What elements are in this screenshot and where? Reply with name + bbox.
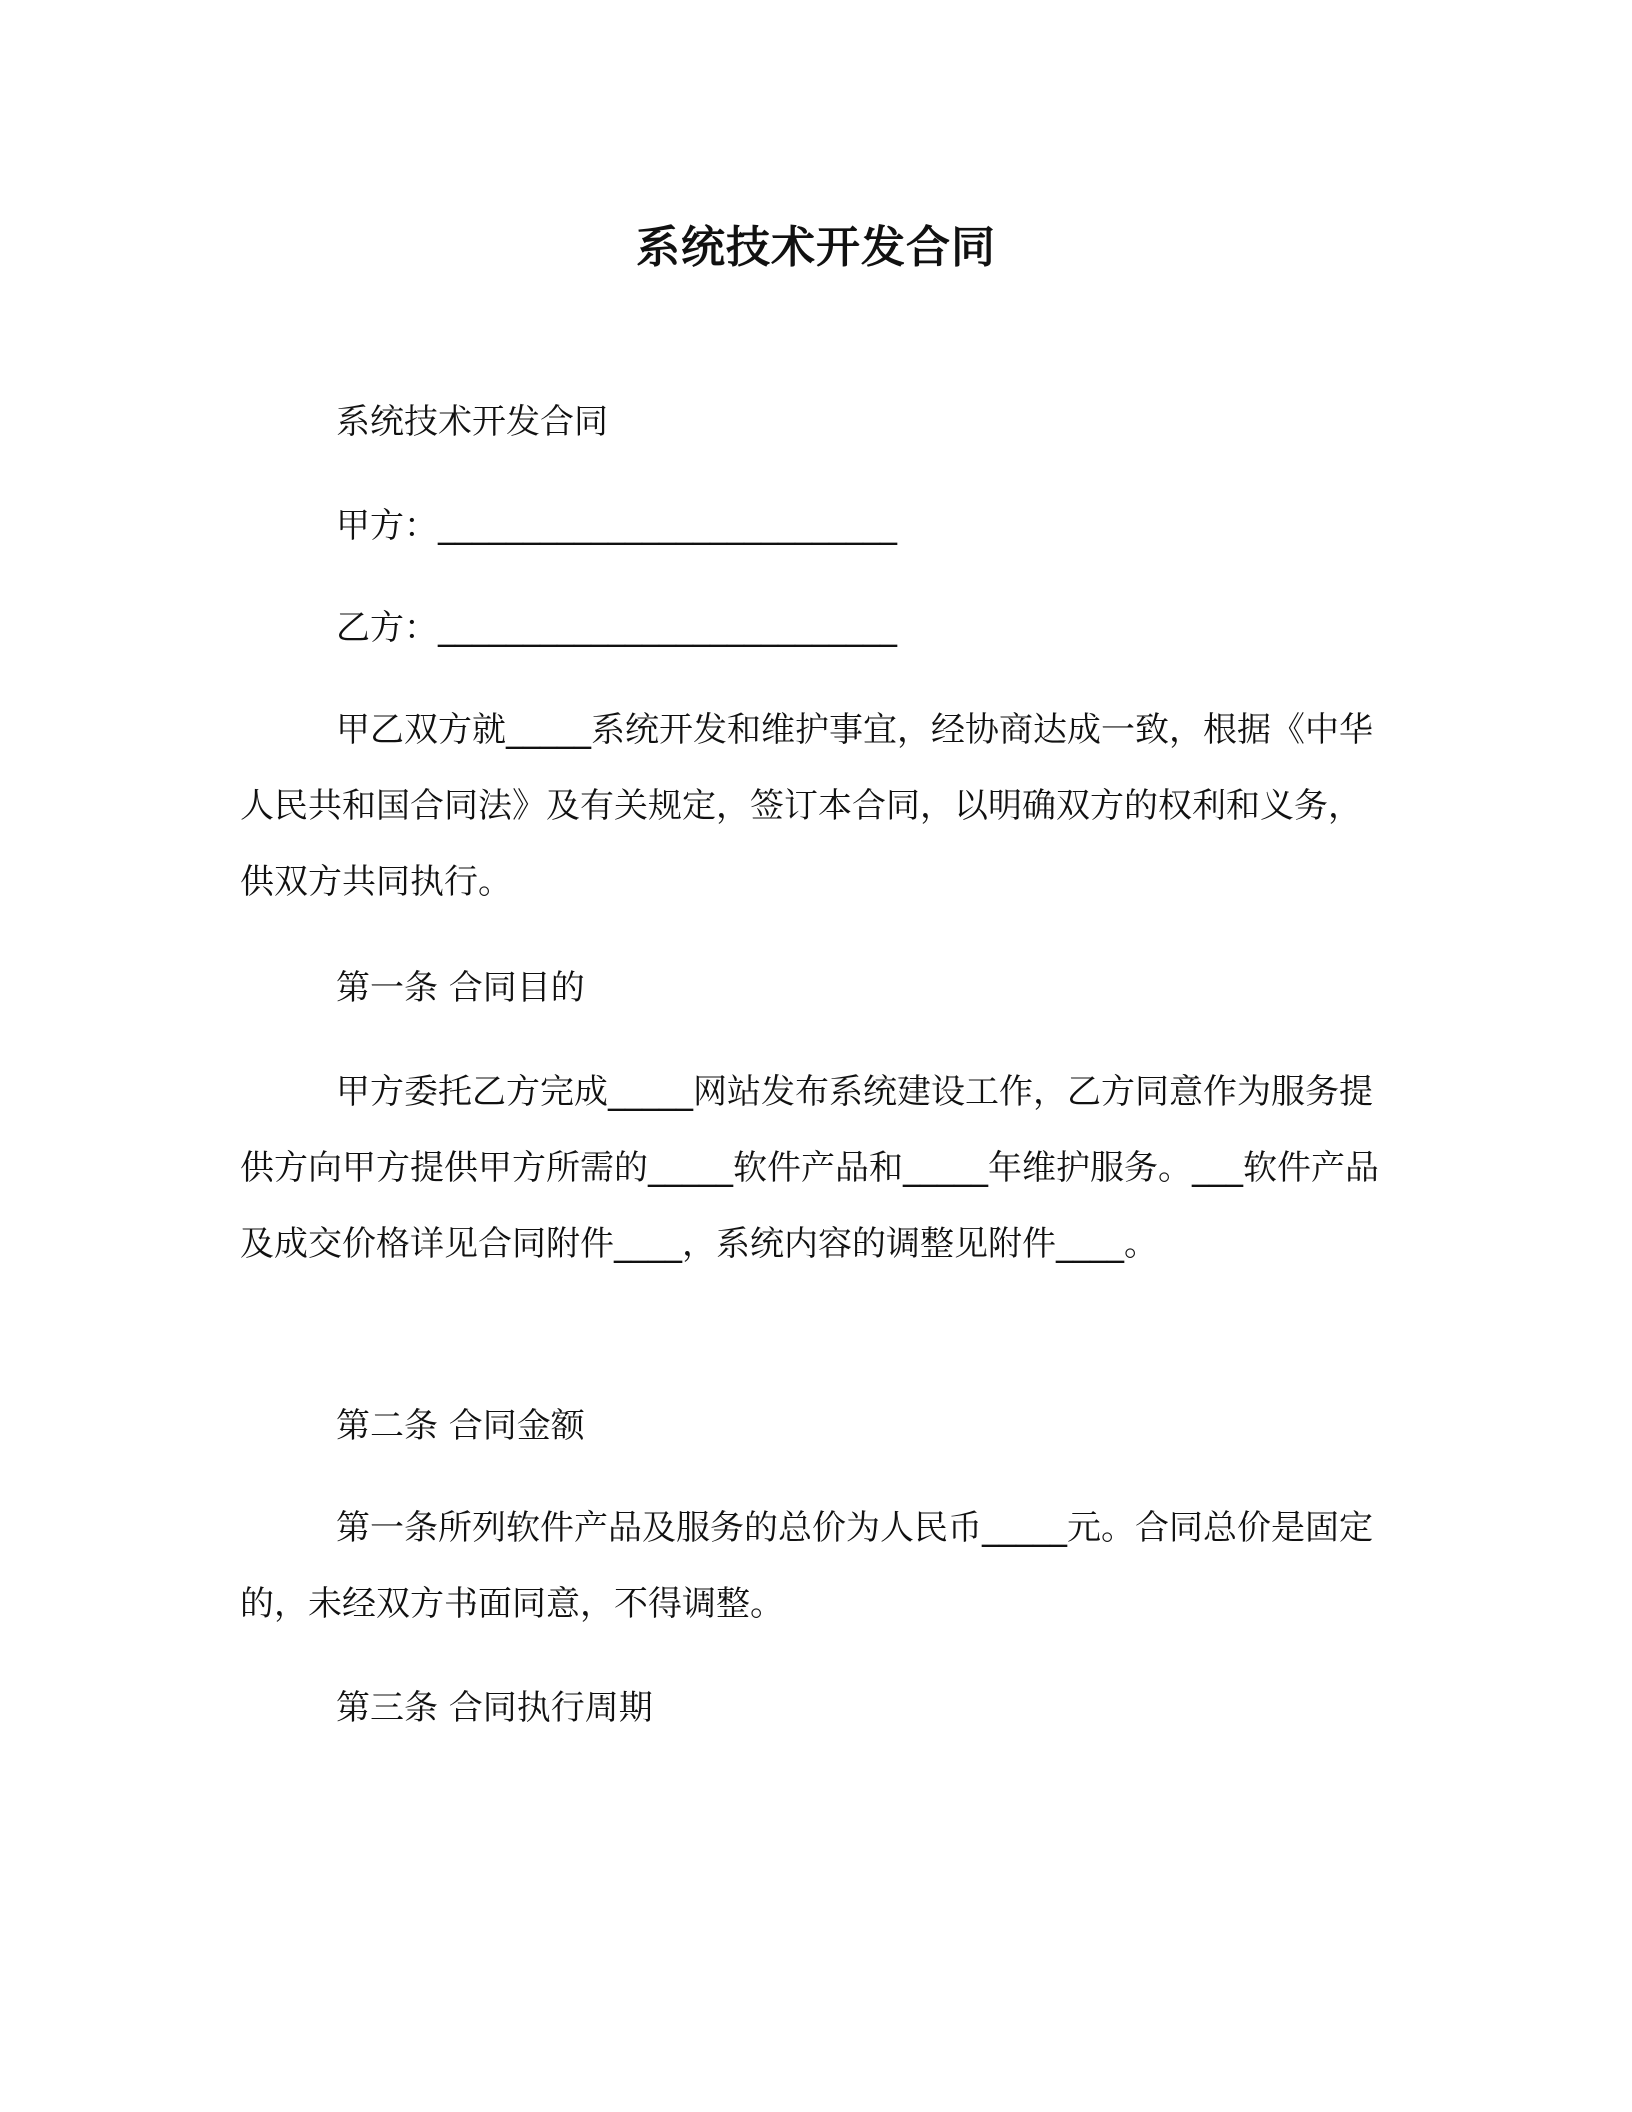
article3-heading: 第三条 合同执行周期 [336,1688,653,1728]
article1-body: 甲方委托乙方完成_____网站发布系统建设工作，乙方同意作为服务提供方向甲方提供甲方所需的_____软件产品和_____年维护服务。___软件产品及成交价格详见合同附件____，系统内容的调整见附件____。 [240,1072,1379,1264]
article2-heading: 第二条 合同金额 [336,1406,585,1446]
article1-heading: 第一条 合同目的 [336,968,585,1008]
subtitle: 系统技术开发合同 [336,402,608,442]
party-b-line: 乙方：___________________________ [336,608,897,648]
article2-body: 第一条所列软件产品及服务的总价为人民币_____元。合同总价是固定的，未经双方书面同意，不得调整。 [240,1508,1373,1624]
party-a-line: 甲方：___________________________ [336,506,897,546]
document-title: 系统技术开发合同 [636,222,996,273]
preamble-paragraph: 甲乙双方就_____系统开发和维护事宜，经协商达成一致，根据《中华人民共和国合同法》及有关规定，签订本合同，以明确双方的权利和义务，供双方共同执行。 [240,710,1373,902]
